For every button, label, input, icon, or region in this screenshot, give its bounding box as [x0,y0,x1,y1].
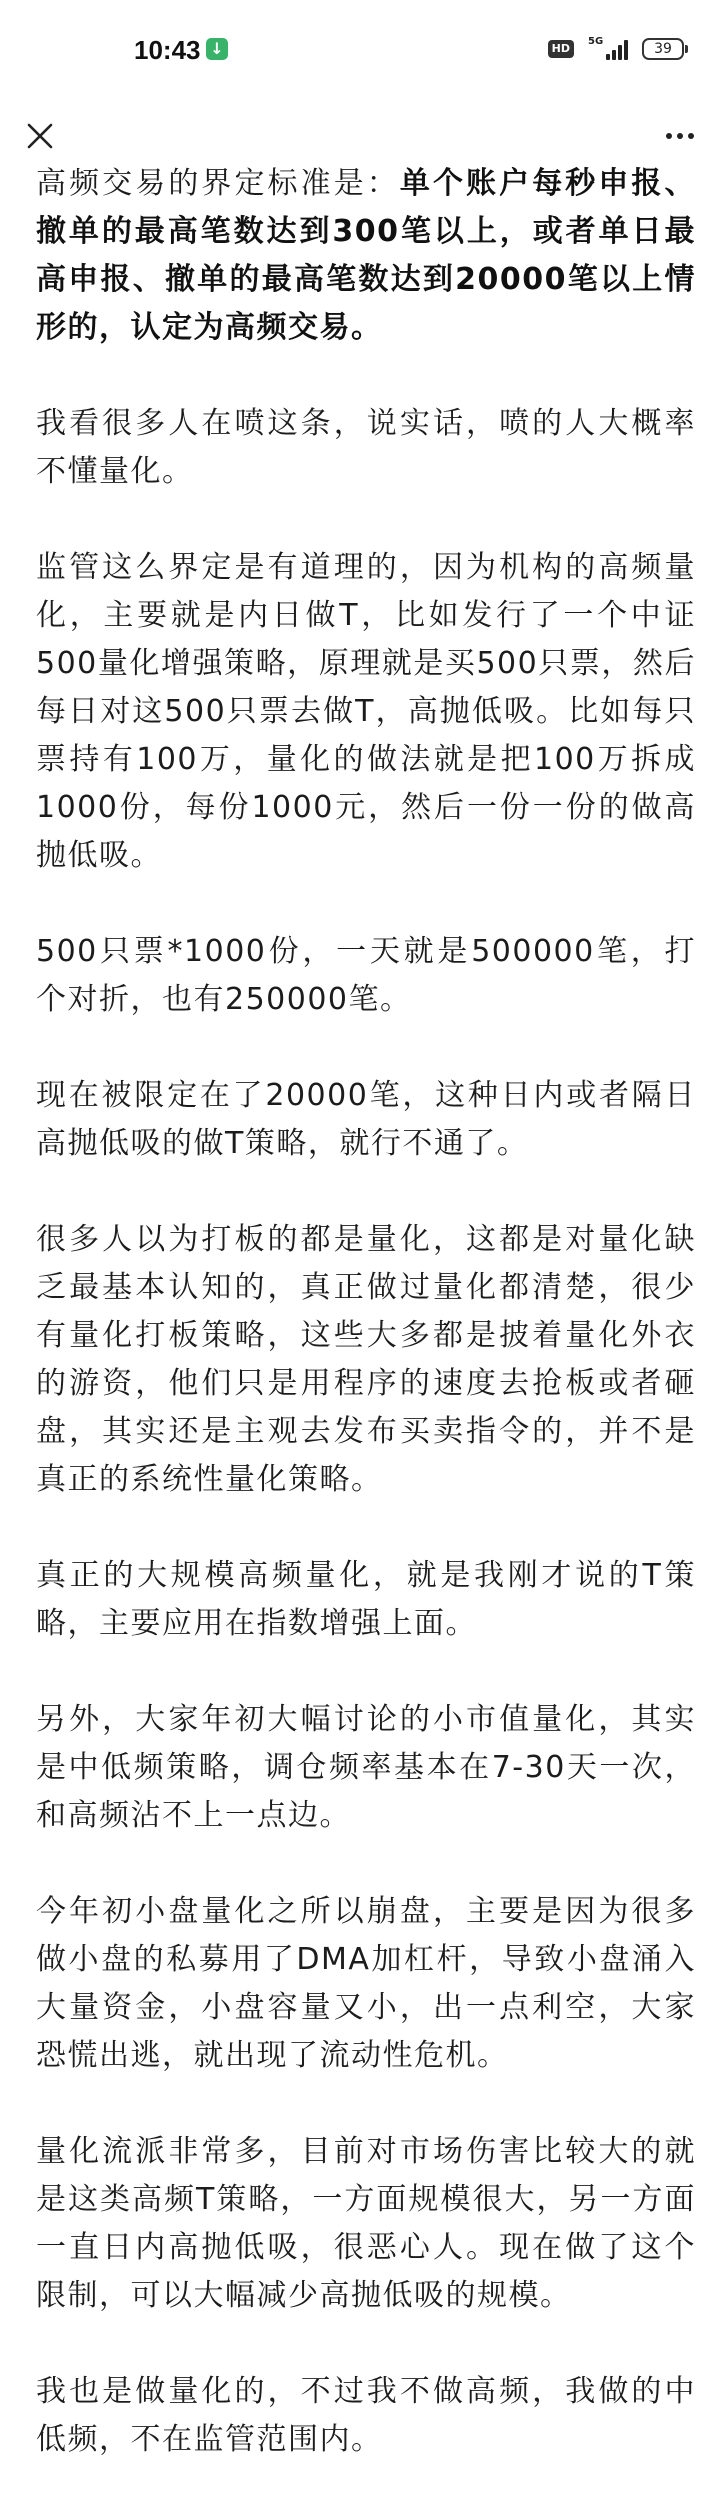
paragraph-2: 我看很多人在喷这条，说实话，喷的人大概率不懂量化。 [36,406,696,489]
paragraph-1-prefix: 高频交易的界定标准是： [36,166,400,201]
paragraph-4: 500只票*1000份，一天就是500000笔，打个对折，也有250000笔。 [36,934,696,1017]
status-indicators [548,34,684,64]
more-dots-icon [656,112,704,160]
paragraph-8: 另外，大家年初大幅讨论的小市值量化，其实是中低频策略，调仓频率基本在7-30天一次，和高频沾不上一点边。 [36,1702,696,1833]
download-arrow-icon: ↓ [206,38,228,60]
close-icon [16,112,64,160]
status-time: 10:43 [134,35,201,65]
paragraph-9: 今年初小盘量化之所以崩盘，主要是因为很多做小盘的私募用了DMA加杠杆，导致小盘涌入大量资金，小盘容量又小，出一点利空，大家恐慌出逃，就出现了流动性危机。 [36,1894,696,2073]
paragraph-10: 量化流派非常多，目前对市场伤害比较大的就是这类高频T策略，一方面规模很大，另一方面一直日内高抛低吸，很恶心人。现在做了这个限制，可以大幅减少高抛低吸的规模。 [36,2134,696,2313]
paragraph-7: 真正的大规模高频量化，就是我刚才说的T策略，主要应用在指数增强上面。 [36,1558,696,1641]
article-content [36,160,696,2496]
close-button[interactable] [16,112,64,160]
status-bar [0,0,720,96]
battery-level: 39 [654,41,672,57]
paragraph-5: 现在被限定在了20000笔，这种日内或者隔日高抛低吸的做T策略，就行不通了。 [36,1078,696,1161]
paragraph-3: 监管这么界定是有道理的，因为机构的高频量化，主要就是内日做T，比如发行了一个中证500量化增强策略，原理就是买500只票，然后每日对这500只票去做T，高抛低吸。比如每只票持有100万，量化的做法就是把100万拆成1000份，每份1000元，然后一份一份的做高抛低吸。 [36,550,696,873]
signal-icon [588,38,628,60]
paragraph-1 [36,160,696,352]
paragraph-6: 很多人以为打板的都是量化，这都是对量化缺乏最基本认知的，真正做过量化都清楚，很少有量化打板策略，这些大多都是披着量化外衣的游资，他们只是用程序的速度去抢板或者砸盘，其实还是主观去发布买卖指令的，并不是真正的系统性量化策略。 [36,1222,696,1497]
paragraph-1-bold: 单个账户每秒申报、撤单的最高笔数达到300笔以上，或者单日最高申报、撤单的最高笔数达到20000笔以上情形的，认定为高频交易。 [36,166,697,345]
hd-badge: HD [548,40,574,58]
paragraph-11: 我也是做量化的，不过我不做高频，我做的中低频，不在监管范围内。 [36,2374,696,2457]
more-button[interactable] [656,112,704,160]
network-type-label: 5G [588,36,604,47]
battery-icon [642,38,684,60]
